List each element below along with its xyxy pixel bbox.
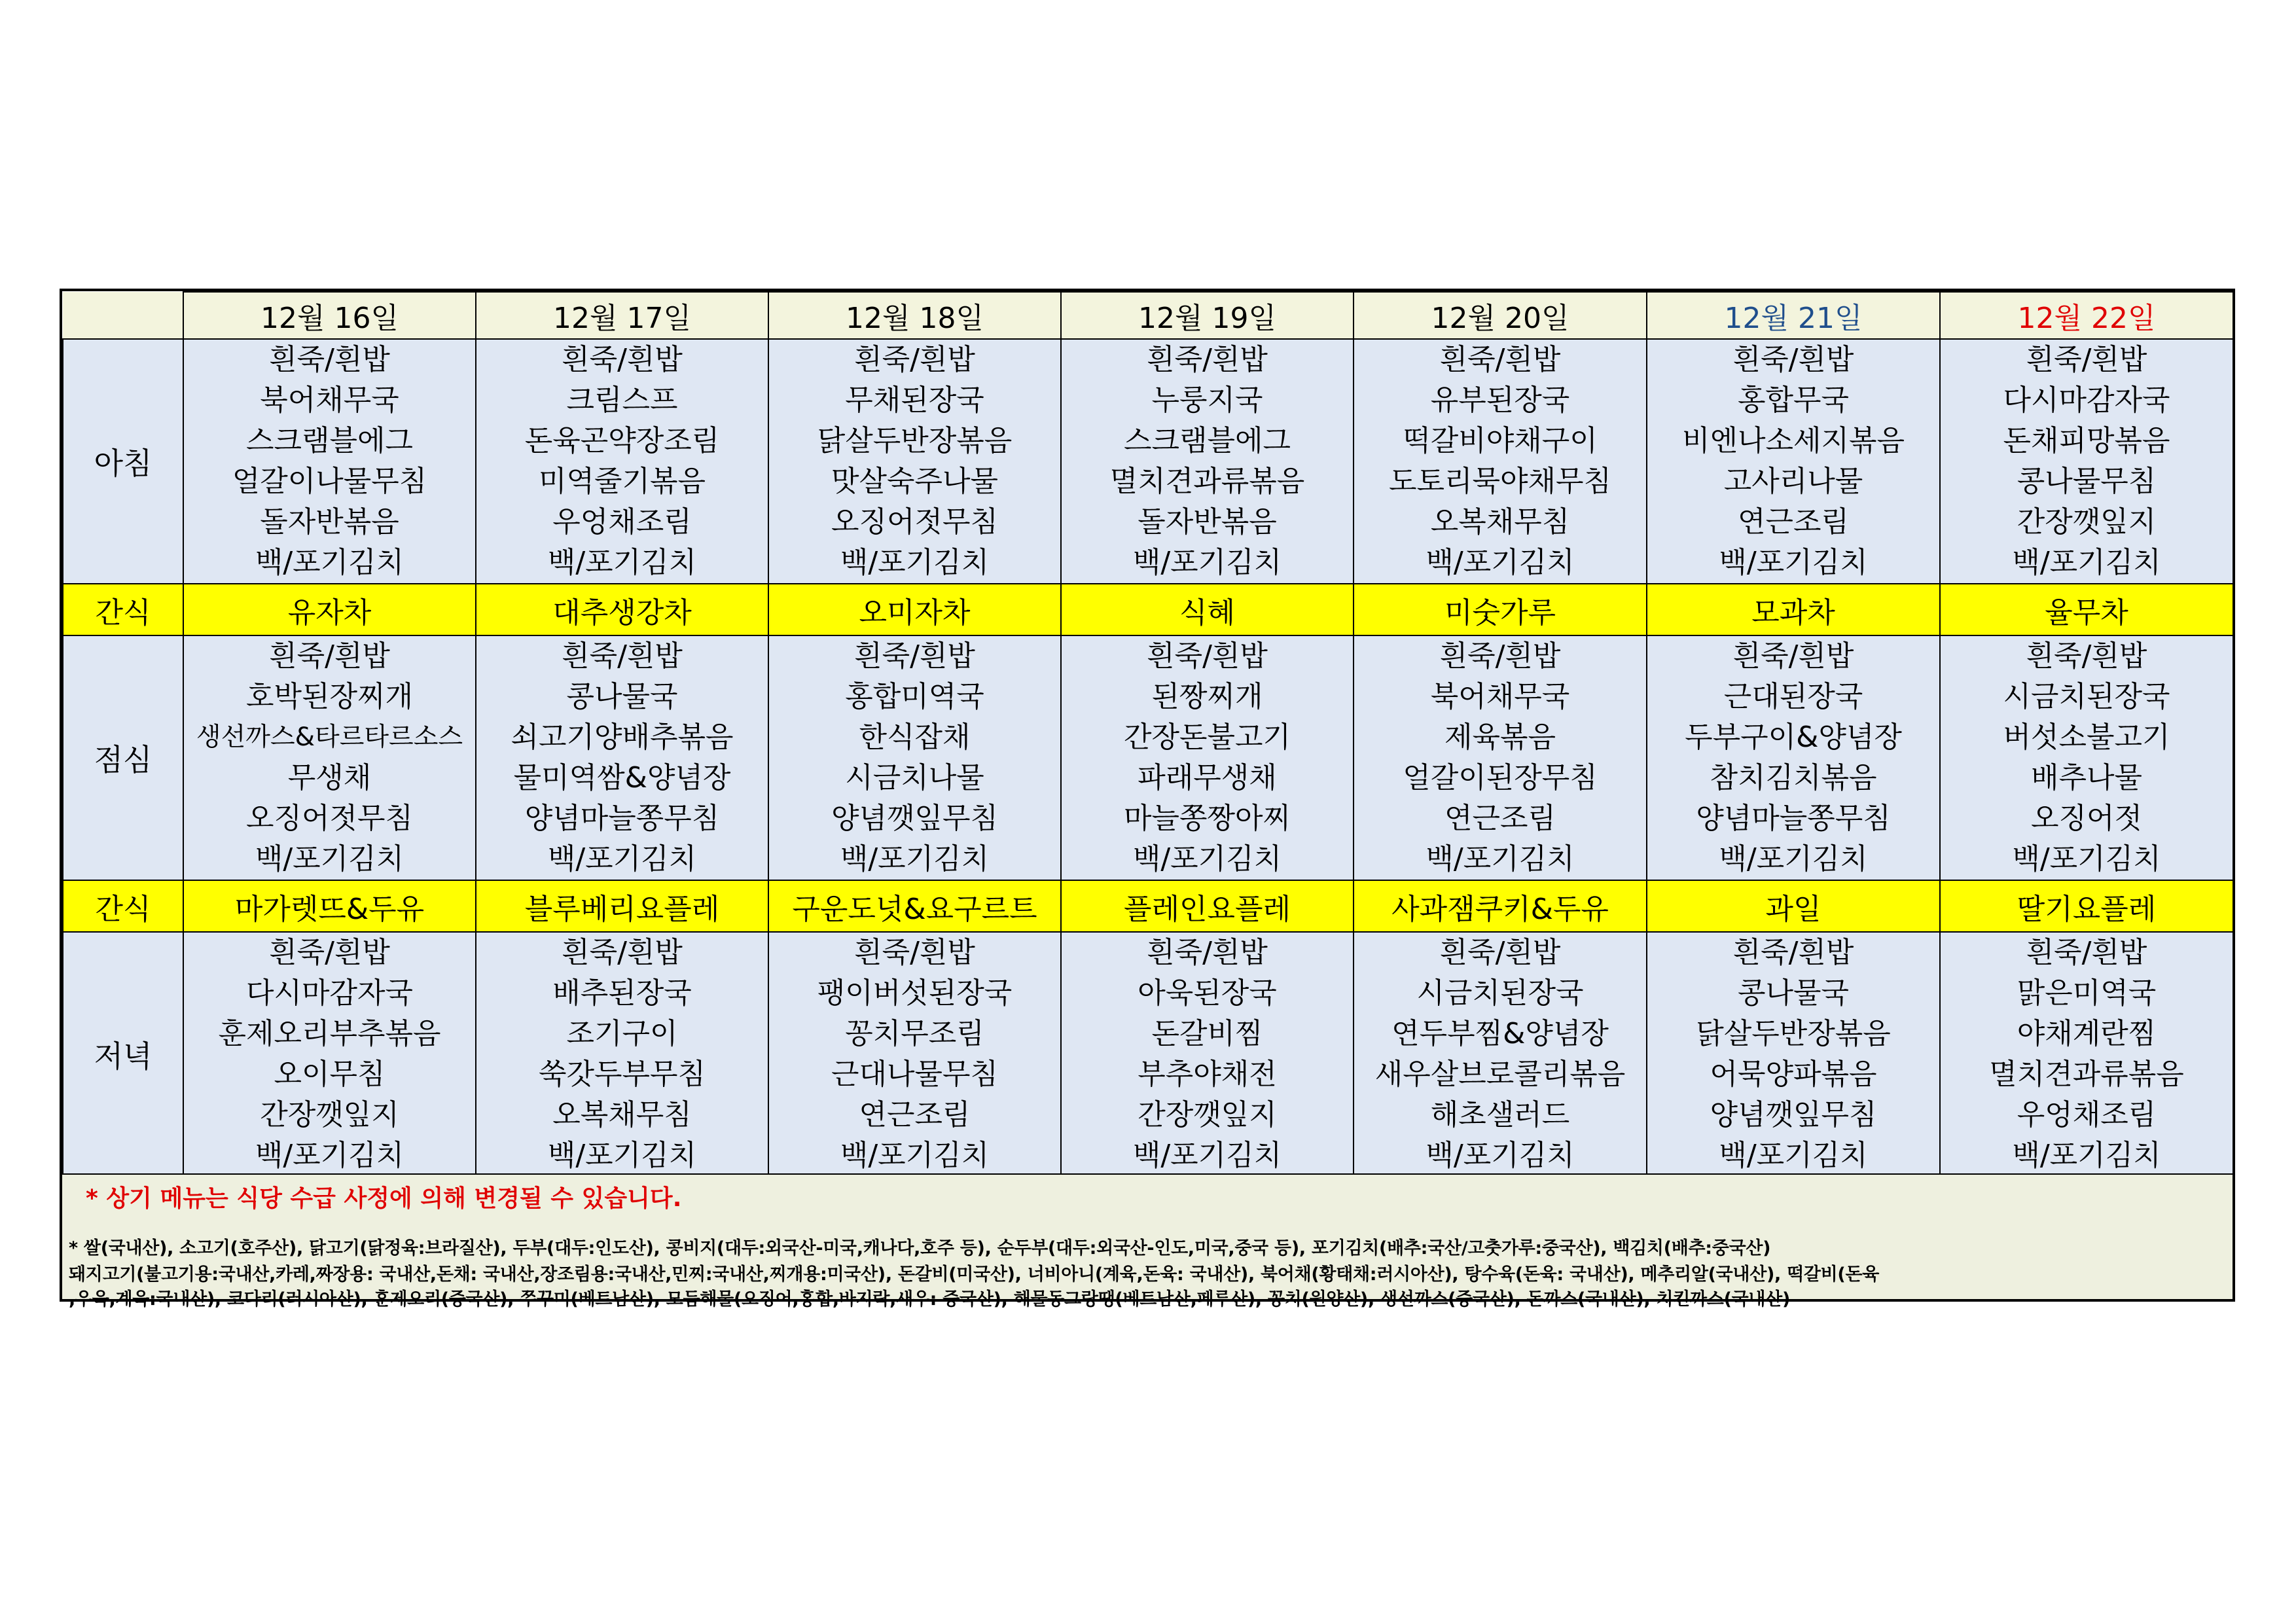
menu-item: 백/포기김치 — [2012, 1139, 2161, 1172]
meal-label-snack: 간식 — [63, 880, 183, 932]
menu-item: 우엉채조림 — [2017, 1098, 2157, 1132]
menu-item: 고사리나물 — [1723, 465, 1863, 498]
menu-item: 간장돈불고기 — [1123, 721, 1291, 754]
menu-item: 양념깻잎무침 — [831, 802, 999, 835]
date-header: 12월 18일 — [768, 292, 1061, 339]
menu-item: 양념깻잎무침 — [1710, 1098, 1877, 1132]
menu-item: 얼갈이된장무침 — [1403, 761, 1598, 794]
menu-item: 홍합미역국 — [845, 680, 984, 713]
date-header: 12월 17일 — [476, 292, 768, 339]
menu-item: 한식잡채 — [859, 721, 971, 754]
menu-item: 흰죽/흰밥 — [269, 343, 390, 376]
menu-item: 스크램블에그 — [245, 424, 414, 457]
menu-item: 흰죽/흰밥 — [1147, 936, 1268, 969]
menu-item: 흰죽/흰밥 — [854, 936, 975, 969]
menu-item: 꽁치무조림 — [845, 1017, 984, 1050]
menu-item: 콩나물무침 — [2017, 465, 2157, 498]
menu-item: 흰죽/흰밥 — [562, 936, 683, 969]
menu-item: 팽이버섯된장국 — [817, 976, 1013, 1010]
menu-item: 쑥갓두부무침 — [538, 1058, 706, 1091]
menu-item: 오이무침 — [274, 1058, 386, 1091]
menu-item: 유부된장국 — [1430, 383, 1570, 417]
menu-item: 누룽지국 — [1151, 383, 1263, 417]
origin-info-line: ,우육,계육:국내산), 코다리(러시아산), 훈제오리(중국산), 쭈꾸미(베트남산), 모듬해물(오징어,홍합,바지락,새우: 중국산), 해물동그랑땡(베트남산,페루산), 꽁치(원양산), 생선까스(중국산), 돈까스(국내산), 치킨까스(국내산) — [69, 1289, 1791, 1310]
menu-item: 흰죽/흰밥 — [2026, 936, 2147, 969]
menu-item: 백/포기김치 — [1132, 842, 1282, 876]
menu-item: 야채계란찜 — [2017, 1017, 2157, 1050]
menu-item: 홍합무국 — [1737, 383, 1849, 417]
menu-item: 우엉채조림 — [552, 505, 692, 539]
menu-cell — [476, 339, 768, 584]
menu-item: 배추나물 — [2030, 761, 2142, 794]
menu-item: 생선까스&타르타르소스 — [196, 722, 463, 752]
menu-item: 흰죽/흰밥 — [1732, 639, 1854, 673]
date-header: 12월 16일 — [183, 292, 476, 339]
dinner-row — [63, 932, 2233, 1177]
menu-item: 두부구이&양념장 — [1685, 721, 1902, 754]
menu-item: 시금치된장국 — [1416, 976, 1584, 1010]
menu-item: 맛살숙주나물 — [831, 465, 999, 498]
menu-cell — [183, 635, 476, 880]
menu-item: 백/포기김치 — [255, 842, 404, 876]
date-header-row — [63, 292, 2233, 339]
snack-cell: 오미자차 — [768, 584, 1061, 635]
menu-item: 된짱찌개 — [1151, 680, 1263, 713]
menu-item: 흰죽/흰밥 — [854, 343, 975, 376]
menu-item: 비엔나소세지볶음 — [1681, 424, 1905, 457]
snack-cell: 식혜 — [1061, 584, 1354, 635]
lunch-row — [63, 635, 2233, 880]
menu-item: 백/포기김치 — [547, 546, 697, 579]
meal-label-lunch: 점심 — [63, 635, 183, 880]
menu-item: 맑은미역국 — [2017, 976, 2157, 1010]
menu-cell — [1940, 339, 2233, 584]
meal-label-breakfast: 아침 — [63, 339, 183, 584]
menu-item: 물미역쌈&양념장 — [513, 761, 731, 794]
menu-item: 돈채피망볶음 — [2003, 424, 2170, 457]
menu-item: 백/포기김치 — [1426, 1139, 1575, 1172]
menu-item: 오징어젓무침 — [831, 505, 999, 539]
menu-item: 다시마감자국 — [2003, 383, 2170, 417]
menu-item: 콩나물국 — [1737, 976, 1849, 1010]
menu-item: 백/포기김치 — [1719, 546, 1868, 579]
menu-item: 쇠고기양배추볶음 — [511, 721, 734, 754]
menu-item: 무생채 — [287, 761, 372, 794]
menu-item: 백/포기김치 — [1719, 1139, 1868, 1172]
menu-item: 크림스프 — [566, 383, 678, 417]
menu-item: 연근조림 — [859, 1098, 971, 1132]
menu-item: 백/포기김치 — [255, 546, 404, 579]
menu-item: 백/포기김치 — [840, 546, 990, 579]
menu-item: 북어채무국 — [1430, 680, 1570, 713]
menu-item: 훈제오리부추볶음 — [218, 1017, 441, 1050]
menu-cell — [183, 339, 476, 584]
snack-row-morning — [63, 584, 2233, 635]
menu-item: 버섯소불고기 — [2003, 721, 2170, 754]
menu-cell — [1061, 932, 1354, 1177]
menu-item: 양념마늘쫑무침 — [1696, 802, 1891, 835]
menu-cell — [1061, 635, 1354, 880]
menu-cell — [1354, 339, 1647, 584]
menu-item: 연근조림 — [1444, 802, 1556, 835]
menu-item: 닭살두반장볶음 — [1696, 1017, 1891, 1050]
menu-item: 도토리묵야채무침 — [1388, 465, 1612, 498]
menu-item: 간장깻잎지 — [260, 1098, 399, 1132]
menu-grid — [62, 291, 2234, 1177]
menu-cell — [1940, 932, 2233, 1177]
menu-item: 얼갈이나물무침 — [232, 465, 427, 498]
menu-item: 돌자반볶음 — [1138, 505, 1277, 539]
menu-item: 백/포기김치 — [255, 1139, 404, 1172]
menu-item: 흰죽/흰밥 — [1147, 343, 1268, 376]
menu-item: 흰죽/흰밥 — [562, 343, 683, 376]
menu-item: 연두부찜&양념장 — [1391, 1017, 1609, 1050]
menu-item: 멸치견과류볶음 — [1989, 1058, 2184, 1091]
date-header-sunday: 12월 22일 — [1940, 292, 2233, 339]
snack-cell: 율무차 — [1940, 584, 2233, 635]
notes-section — [62, 1173, 2233, 1310]
menu-cell — [768, 635, 1061, 880]
menu-item: 파래무생채 — [1138, 761, 1277, 794]
snack-cell: 미숫가루 — [1354, 584, 1647, 635]
menu-cell — [1061, 339, 1354, 584]
menu-item: 조기구이 — [566, 1017, 678, 1050]
menu-item: 흰죽/흰밥 — [269, 936, 390, 969]
snack-cell: 유자차 — [183, 584, 476, 635]
menu-item: 백/포기김치 — [840, 1139, 990, 1172]
menu-cell — [1354, 932, 1647, 1177]
menu-item: 시금치된장국 — [2003, 680, 2170, 713]
menu-item: 아욱된장국 — [1138, 976, 1277, 1010]
menu-item: 백/포기김치 — [2012, 842, 2161, 876]
weekly-menu-table — [60, 289, 2235, 1310]
menu-item: 흰죽/흰밥 — [1732, 343, 1854, 376]
menu-item: 배추된장국 — [552, 976, 692, 1010]
menu-item: 돈육곤약장조림 — [524, 424, 720, 457]
menu-item: 콩나물국 — [566, 680, 678, 713]
menu-item: 스크램블에그 — [1123, 424, 1291, 457]
menu-item: 새우살브로콜리볶음 — [1374, 1058, 1626, 1091]
date-header-saturday: 12월 21일 — [1647, 292, 1940, 339]
menu-item: 백/포기김치 — [1719, 842, 1868, 876]
menu-item: 시금치나물 — [845, 761, 984, 794]
menu-item: 다시마감자국 — [245, 976, 414, 1010]
menu-item: 흰죽/흰밥 — [1732, 936, 1854, 969]
menu-item: 근대된장국 — [1723, 680, 1863, 713]
menu-item: 미역줄기볶음 — [538, 465, 706, 498]
snack-cell: 사과잼쿠키&두유 — [1354, 880, 1647, 932]
menu-item: 백/포기김치 — [1132, 546, 1282, 579]
menu-item: 오복채무침 — [1430, 505, 1570, 539]
menu-item: 해초샐러드 — [1430, 1098, 1570, 1132]
menu-item: 양념마늘쫑무침 — [524, 802, 720, 835]
menu-item: 백/포기김치 — [547, 1139, 697, 1172]
menu-item: 어묵양파볶음 — [1710, 1058, 1877, 1091]
menu-item: 오징어젓무침 — [245, 802, 414, 835]
menu-item: 간장깻잎지 — [2017, 505, 2157, 539]
menu-item: 흰죽/흰밥 — [562, 639, 683, 673]
breakfast-row — [63, 339, 2233, 584]
menu-item: 연근조림 — [1737, 505, 1849, 539]
menu-item: 흰죽/흰밥 — [1439, 639, 1561, 673]
menu-cell — [768, 932, 1061, 1177]
menu-item: 제육볶음 — [1444, 721, 1556, 754]
change-notice: * 상기 메뉴는 식당 수급 사정에 의해 변경될 수 있습니다. — [86, 1185, 682, 1212]
menu-item: 흰죽/흰밥 — [2026, 343, 2147, 376]
menu-cell — [183, 932, 476, 1177]
menu-item: 백/포기김치 — [2012, 546, 2161, 579]
menu-item: 백/포기김치 — [840, 842, 990, 876]
menu-cell — [1647, 932, 1940, 1177]
menu-item: 흰죽/흰밥 — [1147, 639, 1268, 673]
corner-cell — [63, 292, 183, 339]
snack-cell: 구운도넛&요구르트 — [768, 880, 1061, 932]
origin-info-line: 돼지고기(불고기용:국내산,카레,짜장용: 국내산,돈채: 국내산,장조림용:국내산,민찌:국내산,찌개용:미국산), 돈갈비(미국산), 너비아니(계육,돈육: 국내산), 북어채(황태채:러시아산), 탕수육(돈육: 국내산), 메추리알(국내산), 떡갈비(돈육 — [69, 1264, 1880, 1285]
menu-item: 흰죽/흰밥 — [1439, 936, 1561, 969]
snack-cell: 마가렛뜨&두유 — [183, 880, 476, 932]
menu-item: 흰죽/흰밥 — [854, 639, 975, 673]
menu-item: 오징어젓 — [2030, 802, 2142, 835]
date-header: 12월 20일 — [1354, 292, 1647, 339]
menu-cell — [768, 339, 1061, 584]
menu-item: 백/포기김치 — [1426, 546, 1575, 579]
snack-cell: 모과차 — [1647, 584, 1940, 635]
snack-cell: 플레인요플레 — [1061, 880, 1354, 932]
menu-item: 호박된장찌개 — [245, 680, 414, 713]
snack-cell: 블루베리요플레 — [476, 880, 768, 932]
menu-item: 흰죽/흰밥 — [2026, 639, 2147, 673]
menu-item: 무채된장국 — [845, 383, 984, 417]
menu-item: 백/포기김치 — [1426, 842, 1575, 876]
menu-cell — [1354, 635, 1647, 880]
menu-item: 간장깻잎지 — [1138, 1098, 1277, 1132]
menu-cell — [1940, 635, 2233, 880]
snack-cell: 과일 — [1647, 880, 1940, 932]
menu-cell — [476, 932, 768, 1177]
menu-item: 마늘쫑짱아찌 — [1123, 802, 1291, 835]
menu-cell — [1647, 339, 1940, 584]
menu-item: 근대나물무침 — [831, 1058, 999, 1091]
menu-item: 북어채무국 — [260, 383, 399, 417]
snack-row-afternoon — [63, 880, 2233, 932]
menu-item: 참치김치볶음 — [1710, 761, 1877, 794]
menu-item: 멸치견과류볶음 — [1109, 465, 1305, 498]
menu-item: 백/포기김치 — [547, 842, 697, 876]
menu-item: 돌자반볶음 — [260, 505, 399, 539]
origin-info-line: * 쌀(국내산), 소고기(호주산), 닭고기(닭정육:브라질산), 두부(대두:인도산), 콩비지(대두:외국산-미국,캐나다,호주 등), 순두부(대두:외국산-인도,미국,중국 등), 포기김치(배추:국산/고춧가루:중국산), 백김치(배추:중국산) — [69, 1238, 1771, 1258]
menu-cell — [1647, 635, 1940, 880]
menu-item: 돈갈비찜 — [1151, 1017, 1263, 1050]
menu-item: 백/포기김치 — [1132, 1139, 1282, 1172]
snack-cell: 대추생강차 — [476, 584, 768, 635]
menu-item: 닭살두반장볶음 — [817, 424, 1013, 457]
menu-cell — [476, 635, 768, 880]
meal-label-snack: 간식 — [63, 584, 183, 635]
menu-item: 오복채무침 — [552, 1098, 692, 1132]
meal-label-dinner: 저녁 — [63, 932, 183, 1177]
menu-item: 흰죽/흰밥 — [1439, 343, 1561, 376]
snack-cell: 딸기요플레 — [1940, 880, 2233, 932]
date-header: 12월 19일 — [1061, 292, 1354, 339]
menu-item: 흰죽/흰밥 — [269, 639, 390, 673]
menu-item: 떡갈비야채구이 — [1403, 424, 1598, 457]
menu-item: 부추야채전 — [1138, 1058, 1277, 1091]
